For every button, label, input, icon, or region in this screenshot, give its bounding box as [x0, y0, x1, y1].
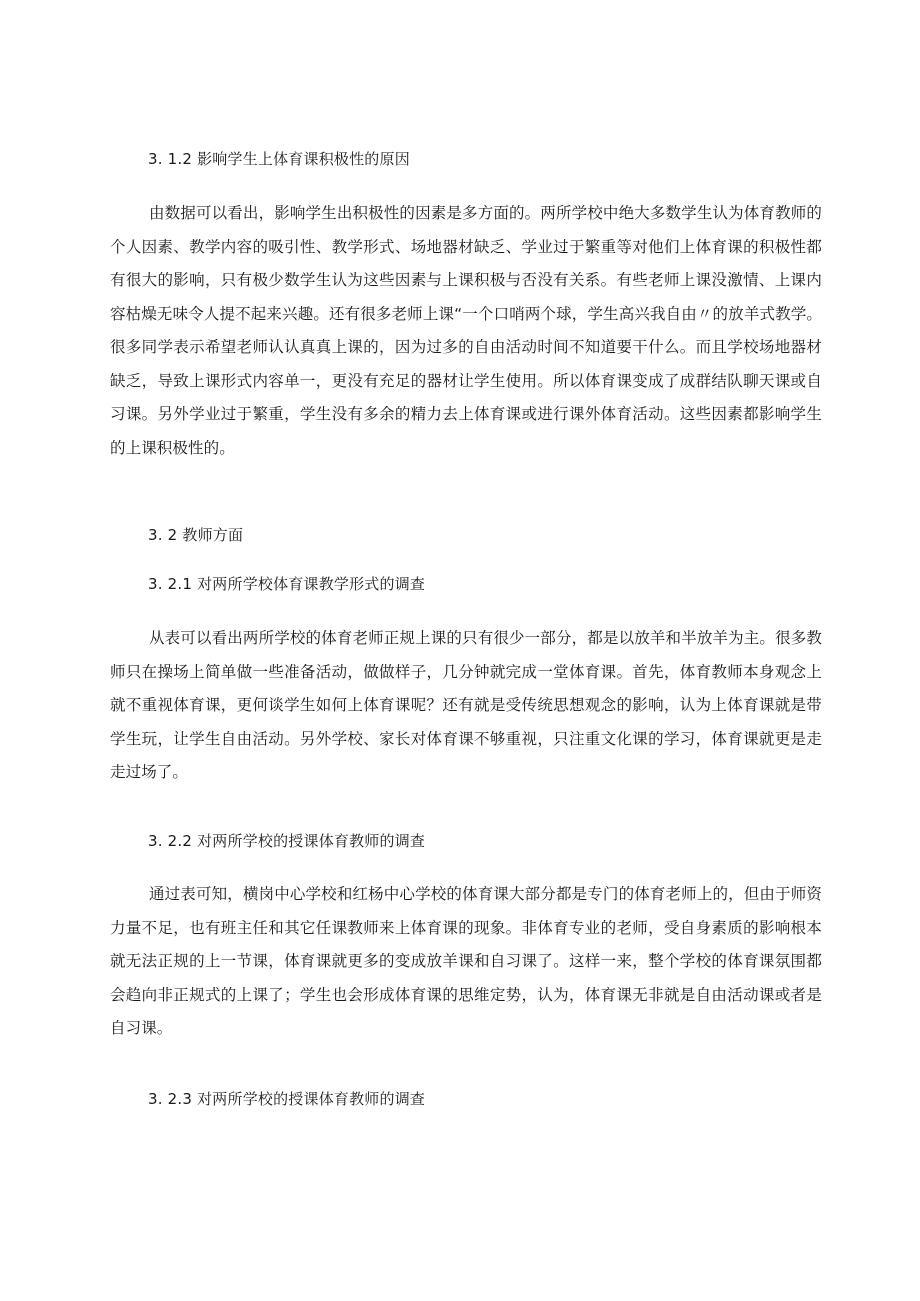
section-heading-2-3: 3. 2.3 对两所学校的授课体育教师的调查	[148, 1090, 426, 1108]
paragraph-teacher-survey: 通过表可知，横岗中心学校和红杨中心学校的体育课大部分都是专门的体育老师上的，但由于师资力量不足，也有班主任和其它任课教师来上体育课的现象。非体育专业的老师，受自身素质的影响根本就无法正规的上一节课，体育课就更多的变成放羊课和自习课了。这样一来，整个学校的体育课氛围都会趋向非正规式的上课了；学生也会形成体育课的思维定势，认为，体育课无非就是自由活动课或者是自习课。	[110, 885, 822, 1037]
section-heading-2-1: 3. 2.1 对两所学校体育课教学形式的调查	[148, 575, 426, 593]
section-heading-1-2: 3. 1.2 影响学生上体育课积极性的原因	[148, 150, 410, 168]
paragraph-motivation-factors: 由数据可以看出，影响学生出积极性的因素是多方面的。两所学校中绝大多数学生认为体育教师的个人因素、教学内容的吸引性、教学形式、场地器材缺乏、学业过于繁重等对他们上体育课的积极性都有很大的影响，只有极少数学生认为这些因素与上课积极与否没有关系。有些老师上课没激情、上课内容枯燥无味令人提不起来兴趣。还有很多老师上课“一个口哨两个球，学生高兴我自由〃的放羊式教学。很多同学表示希望老师认认真真上课的，因为过多的自由活动时间不知道要干什么。而且学校场地器材缺乏，导致上课形式内容单一，更没有充足的器材让学生使用。所以体育课变成了成群结队聊天课或自习课。另外学业过于繁重，学生没有多余的精力去上体育课或进行课外体育活动。这些因素都影响学生的上课积极性的。	[110, 204, 822, 457]
section-heading-3-2: 3. 2 教师方面	[148, 526, 244, 544]
paragraph-teaching-form: 从表可以看出两所学校的体育老师正规上课的只有很少一部分，都是以放羊和半放羊为主。很多教师只在操场上简单做一些准备活动，做做样子，几分钟就完成一堂体育课。首先，体育教师本身观念上就不重视体育课，更何谈学生如何上体育课呢？还有就是受传统思想观念的影响，认为上体育课就是带学生玩，让学生自由活动。另外学校、家长对体育课不够重视，只注重文化课的学习，体育课就更是走走过场了。	[110, 629, 822, 781]
section-heading-2-2: 3. 2.2 对两所学校的授课体育教师的调查	[148, 832, 426, 850]
